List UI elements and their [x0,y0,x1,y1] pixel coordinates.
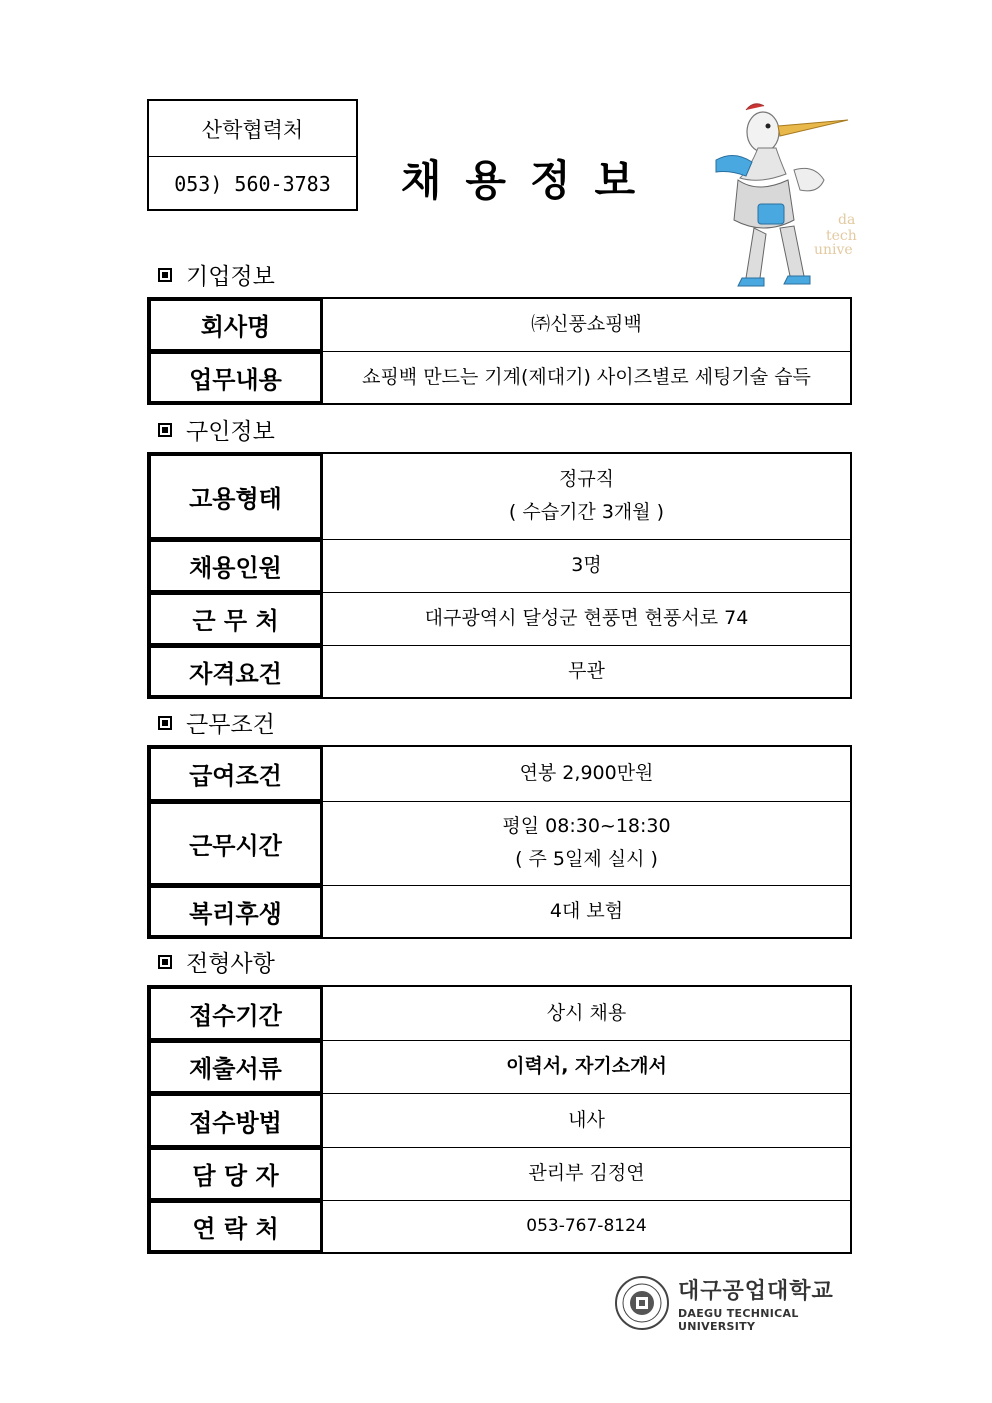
application-method-label: 접수방법 [148,1093,323,1147]
qualification-value: 무관 [323,645,852,698]
contact-person-value: 관리부 김정연 [323,1147,852,1200]
section-process-heading [158,945,275,978]
company-name-value: ㈜신풍쇼핑백 [323,298,852,351]
page-title: 채용정보 [400,156,660,205]
work-hours-value [323,801,852,885]
section-recruit-heading [158,413,275,446]
section-conditions-heading [158,706,275,739]
square-bullet-icon [158,716,172,730]
process-table [147,985,852,1254]
workplace-value: 대구광역시 달성군 현풍면 현풍서로 74 [323,592,852,645]
contact-number-label: 연 락 처 [148,1200,323,1253]
contact-number-value: 053-767-8124 [323,1200,852,1253]
contact-phone: 053) 560-3783 [149,156,356,210]
job-description-value: 쇼핑백 만드는 기계(제대기) 사이즈별로 세팅기술 습득 [323,351,852,404]
contact-box [147,99,358,211]
section-process-title: 전형사항 [186,951,275,977]
square-bullet-icon [158,268,172,282]
employment-type-main: 정규직 [558,468,615,491]
job-description-label: 업무내용 [148,351,323,404]
company-name-label: 회사명 [148,298,323,351]
table-row [148,1093,851,1147]
table-row [148,746,851,801]
university-name-korean: 대구공업대학교 [678,1278,834,1304]
work-hours-label: 근무시간 [148,801,323,885]
university-seal-icon [614,1275,670,1331]
application-period-label: 접수기간 [148,986,323,1040]
mascot-text-1: da [838,212,856,228]
section-company-title: 기업정보 [186,264,275,290]
table-row [148,453,851,539]
benefits-label: 복리후생 [148,885,323,938]
table-row [148,645,851,698]
contact-person-label: 담 당 자 [148,1147,323,1200]
mascot-figure [716,104,848,286]
headcount-label: 채용인원 [148,539,323,592]
qualification-label: 자격요건 [148,645,323,698]
benefits-value: 4대 보험 [323,885,852,938]
section-recruit-title: 구인정보 [186,419,275,445]
square-bullet-icon [158,955,172,969]
mascot-illustration [708,100,857,290]
table-row [148,986,851,1040]
employment-type-note: ( 수습기간 3개월 ) [508,501,665,524]
table-row [148,801,851,885]
work-hours-main: 평일 08:30~18:30 [502,815,671,837]
work-hours-note: ( 주 5일제 실시 ) [515,848,658,870]
conditions-table [147,745,852,939]
employment-type-label: 고용형태 [148,453,323,539]
mascot-text-2: tech [826,228,857,244]
headcount-value: 3명 [323,539,852,592]
section-conditions-title: 근무조건 [186,712,275,738]
contact-label: 산학협력처 [201,117,304,142]
documents-value: 이력서, 자기소개서 [323,1040,852,1093]
salary-label: 급여조건 [148,746,323,801]
table-row [148,592,851,645]
application-period-value: 상시 채용 [323,986,852,1040]
section-company-heading [158,258,275,291]
recruit-table [147,452,852,699]
table-row [148,1147,851,1200]
table-row [148,539,851,592]
square-bullet-icon [158,423,172,437]
salary-value: 연봉 2,900만원 [323,746,852,801]
mascot-text-3: unive [814,242,853,258]
table-row [148,1200,851,1253]
documents-label: 제출서류 [148,1040,323,1093]
application-method-value: 내사 [323,1093,852,1147]
table-row [148,1040,851,1093]
table-row [148,885,851,938]
table-row [148,351,851,404]
table-row [148,298,851,351]
company-table [147,297,852,405]
university-name-english: DAEGU TECHNICAL UNIVERSITY [678,1306,799,1333]
workplace-label: 근 무 처 [148,592,323,645]
university-logo [614,1272,854,1334]
employment-type-value [323,453,852,539]
